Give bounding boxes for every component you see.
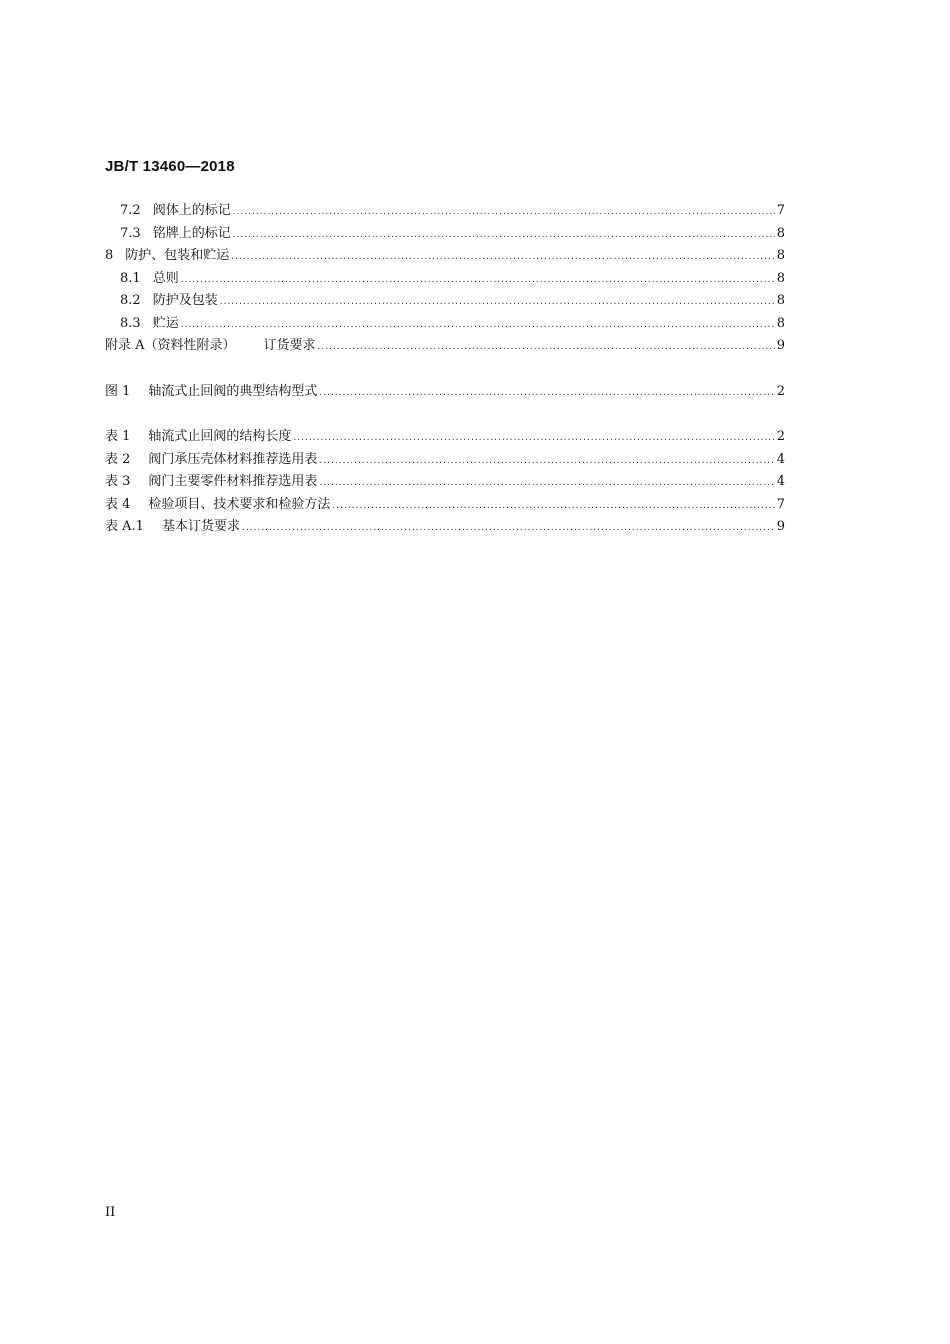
dot-leader (181, 314, 775, 337)
toc-entry-title: 轴流式止回阀的结构长度 (148, 429, 292, 444)
toc-sections (105, 200, 785, 358)
toc-entry-number: 8.1 (120, 270, 141, 286)
toc-figures (105, 381, 785, 404)
page-number: II (105, 1205, 116, 1220)
toc-entry-title: 轴流式止回阀的典型结构型式 (148, 383, 318, 399)
toc-entry-page: 2 (776, 429, 785, 444)
toc-entry-page: 8 (776, 293, 785, 308)
toc-entry-title: 阀门承压壳体材料推荐选用表 (148, 451, 318, 467)
toc-entry-title: 贮运 (152, 315, 179, 331)
toc-entry-number: 表 3 (105, 474, 131, 489)
toc-entry-number: 附录 A（资料性附录） (105, 338, 236, 353)
toc-entry-number: 7.3 (120, 225, 141, 241)
toc-entry-page: 8 (776, 270, 785, 286)
dot-leader (318, 336, 775, 359)
toc-entry-number: 8.2 (120, 293, 141, 308)
toc-entry-page: 7 (776, 496, 785, 512)
toc-entry-title: 防护、包装和贮运 (125, 248, 230, 263)
toc-entry-page: 4 (776, 451, 785, 467)
dot-leader (220, 291, 775, 314)
dot-leader (319, 450, 774, 473)
document-code: JB/T 13460—2018 (105, 158, 235, 175)
dot-leader (181, 269, 775, 292)
toc-entry[interactable] (105, 290, 785, 313)
toc-entry[interactable] (105, 426, 785, 449)
toc-entry-title: 基本订货要求 (161, 519, 240, 534)
toc-entry[interactable] (105, 335, 785, 358)
dot-leader (319, 472, 774, 495)
table-of-contents (105, 200, 785, 539)
toc-entry[interactable] (105, 223, 785, 246)
toc-entry-page: 9 (776, 338, 785, 353)
toc-entry-number: 表 2 (105, 451, 131, 467)
toc-entry-number: 表 1 (105, 429, 131, 444)
toc-entry[interactable] (105, 494, 785, 517)
toc-entry-page: 2 (776, 383, 785, 399)
toc-entry[interactable] (105, 245, 785, 268)
toc-entry-page: 9 (776, 519, 785, 534)
toc-tables (105, 426, 785, 539)
dot-leader (293, 427, 774, 450)
toc-entry[interactable] (105, 313, 785, 336)
toc-entry-title: 订货要求 (263, 338, 316, 353)
toc-entry-page: 8 (776, 225, 785, 241)
dot-leader (319, 382, 774, 405)
toc-entry[interactable] (105, 200, 785, 223)
toc-entry-title: 阀门主要零件材料推荐选用表 (148, 474, 318, 489)
dot-leader (233, 201, 775, 224)
toc-entry-number: 8.3 (120, 315, 141, 331)
toc-entry-title: 铭牌上的标记 (152, 225, 231, 241)
toc-entry-number: 7.2 (120, 203, 141, 218)
toc-entry[interactable] (105, 516, 785, 539)
toc-entry-number: 图 1 (105, 383, 131, 399)
dot-leader (332, 495, 774, 518)
toc-entry-title: 总则 (152, 270, 179, 286)
toc-entry-page: 8 (776, 248, 785, 263)
toc-entry[interactable] (105, 471, 785, 494)
toc-entry-page: 4 (776, 474, 785, 489)
dot-leader (233, 224, 775, 247)
toc-entry-page: 7 (776, 203, 785, 218)
toc-entry-number: 8 (105, 248, 114, 263)
dot-leader (231, 246, 774, 269)
toc-entry[interactable] (105, 268, 785, 291)
toc-entry[interactable] (105, 381, 785, 404)
dot-leader (242, 517, 775, 540)
toc-entry[interactable] (105, 449, 785, 472)
toc-entry-page: 8 (776, 315, 785, 331)
toc-entry-title: 检验项目、技术要求和检验方法 (148, 496, 331, 512)
toc-entry-number: 表 A.1 (105, 519, 144, 534)
toc-entry-title: 阀体上的标记 (152, 203, 231, 218)
toc-entry-number: 表 4 (105, 496, 131, 512)
toc-entry-title: 防护及包装 (152, 293, 218, 308)
